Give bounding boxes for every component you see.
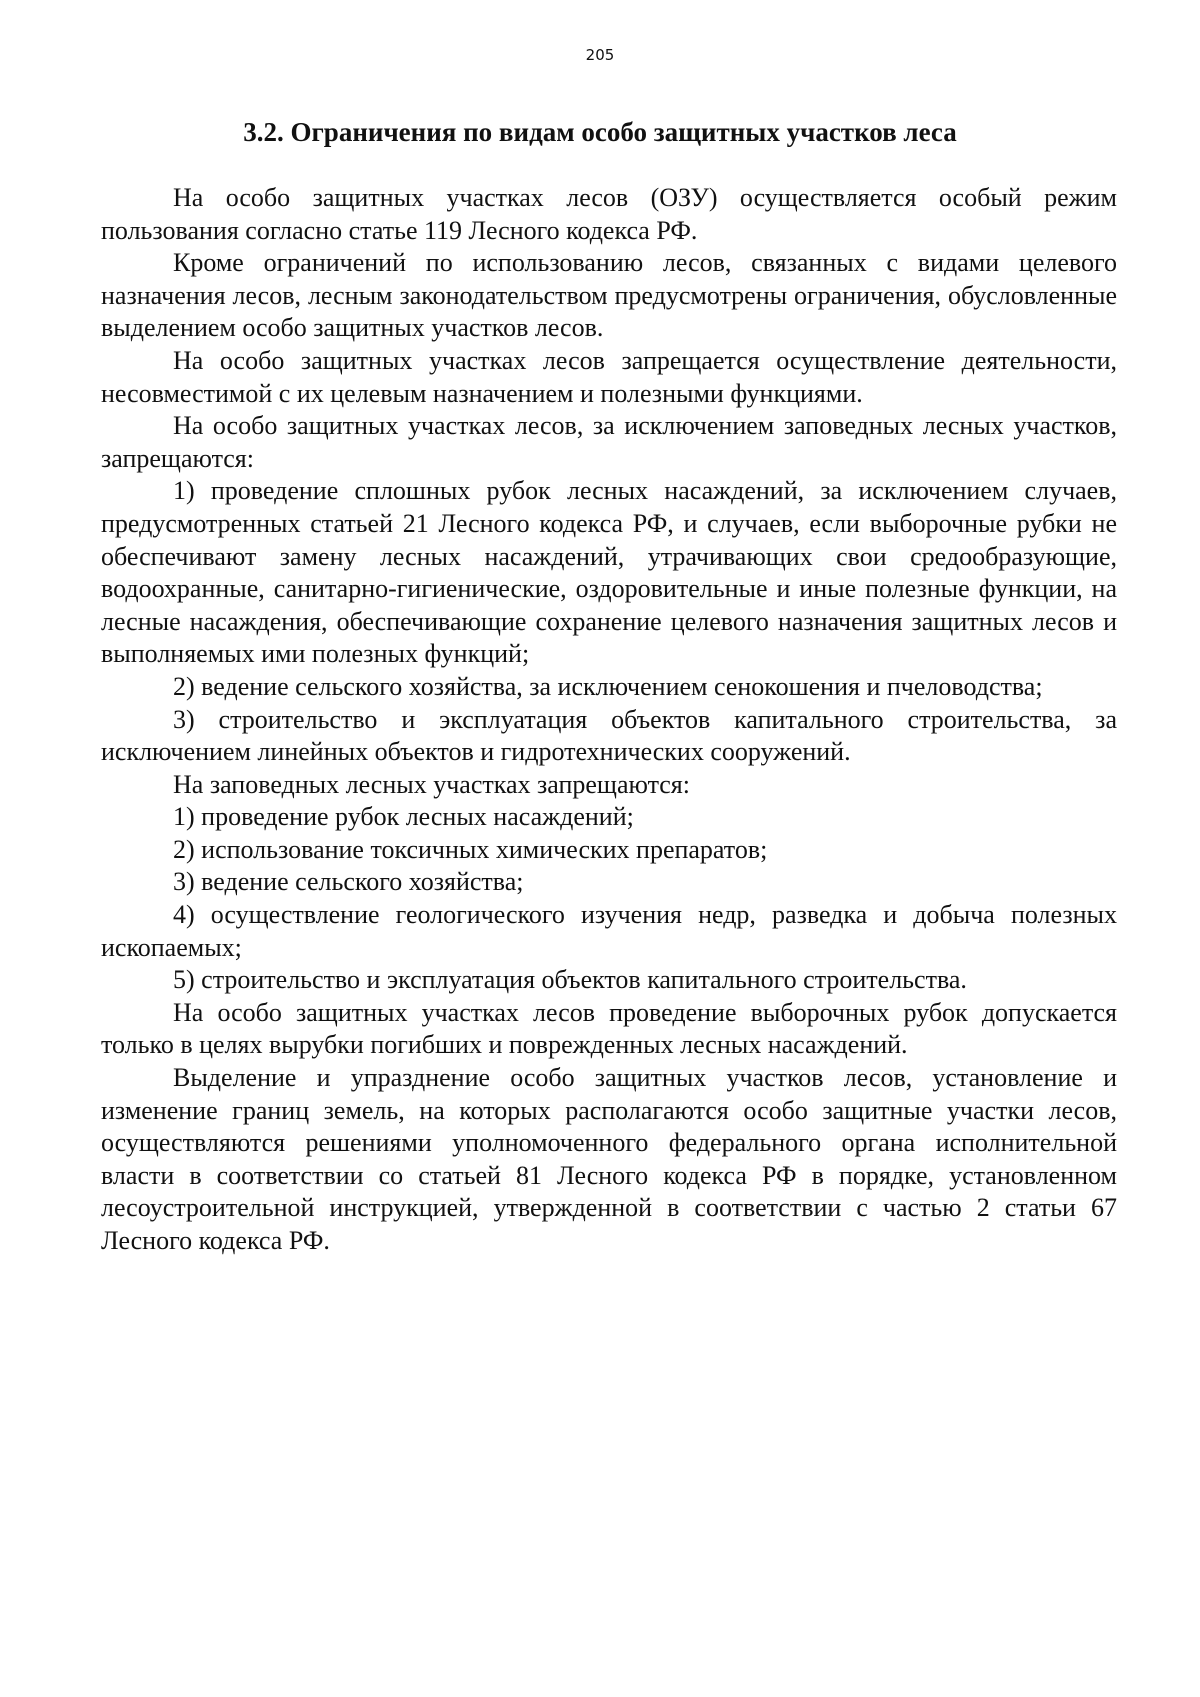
list-item: 2) использование токсичных химических препаратов; xyxy=(173,834,768,864)
list-item: 2) ведение сельского хозяйства, за исключением сенокошения и пчеловодства; xyxy=(173,671,1043,701)
list-item: 3) строительство и эксплуатация объектов капитального строительства, за исключением линейных объектов и гидротехнических сооружений. xyxy=(101,704,1117,767)
body-text xyxy=(101,182,1117,1258)
list-item: 4) осуществление геологического изучения недр, разведка и добыча полезных ископаемых; xyxy=(101,900,1117,962)
paragraph: На особо защитных участках лесов запрещается осуществление деятельности, несовместимой с их целевым назначением и полезными функциями. xyxy=(101,345,1117,408)
list-item: 1) проведение рубок лесных насаждений; xyxy=(173,802,634,832)
paragraph: Выделение и упразднение особо защитных участков лесов, установление и изменение границ земель, на которых располагаются особо защитные участки лесов, осуществляются решениями уполномоченного федерального органа исполнительной власти в соответствии со статьей 81 Лесного кодекса РФ в порядке, установленном лесоустроительной инструкцией, утвержденной в соответствии с частью 2 статьи 67 Лесного кодекса РФ. xyxy=(101,1063,1117,1255)
list-item: 1) проведение сплошных рубок лесных насаждений, за исключением случаев, предусмотренных статьей 21 Лесного кодекса РФ, и случаев, если выборочные рубки не обеспечивают замену лесных насаждений, утрачивающих свои средообразующие, водоохранные, санитарно-гигиенические, оздоровительные и иные полезные функции, на лесные насаждения, обеспечивающие сохранение целевого назначения защитных лесов и выполняемых ими полезных функций; xyxy=(101,476,1117,669)
list-item: 5) строительство и эксплуатация объектов капитального строительства. xyxy=(173,965,967,995)
list-item: 3) ведение сельского хозяйства; xyxy=(173,867,524,897)
paragraph: На особо защитных участках лесов проведение выборочных рубок допускается только в целях вырубки погибших и поврежденных лесных насаждений. xyxy=(101,997,1117,1060)
paragraph: На заповедных лесных участках запрещаются: xyxy=(173,769,690,799)
section-heading: 3.2. Ограничения по видам особо защитных участков леса xyxy=(243,117,957,147)
paragraph: На особо защитных участках лесов (ОЗУ) осуществляется особый режим пользования согласно статье 119 Лесного кодекса РФ. xyxy=(101,183,1117,245)
paragraph: Кроме ограничений по использованию лесов, связанных с видами целевого назначения лесов, лесным законодательством предусмотрены ограничения, обусловленные выделением особо защитных участков лесов. xyxy=(101,248,1117,343)
page-number: 205 xyxy=(585,46,615,64)
paragraph: На особо защитных участках лесов, за исключением заповедных лесных участков, запрещаются: xyxy=(101,411,1117,473)
